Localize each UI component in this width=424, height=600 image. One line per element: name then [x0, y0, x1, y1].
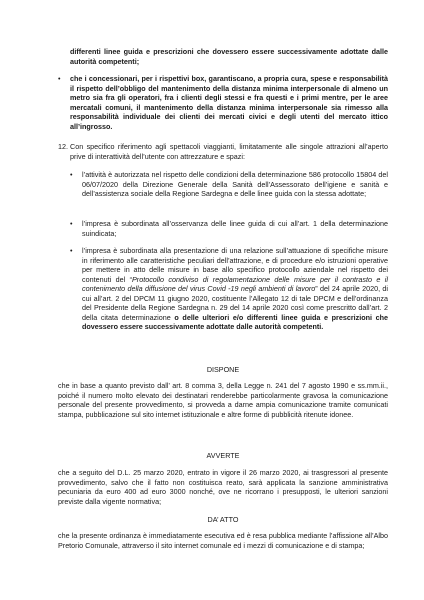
numbered-item-12: [58, 142, 388, 161]
bullet-marker: •: [70, 219, 73, 228]
bullet-text-content: l’impresa è subordinata all’osservanza delle linee guida di cui all’art. 1 della determinazione suindicata;: [82, 219, 388, 238]
dispone-text: che in base a quanto previsto dall’ art. 8 comma 3, della Legge n. 241 del 7 agosto 1990 e ss.mm.ii., poiché il numero molto elevato dei destinatari renderebbe particolarmente gravosa la comunicazione personale del presente provvedimento, si provveda a darne ampia comunicazione tramite comunicati stampa, pubblicazione sul sito internet istituzionale e altre forme di pubblicità ritenute idonee.: [58, 381, 388, 419]
heading-da-atto: DA’ ATTO: [207, 515, 239, 524]
bullet-text-content: l’attività è autorizzata nel rispetto delle condizioni della determinazione 586 protocollo 15804 del 06/07/2020 della Direzione Generale della Sanità dell’Assessorato dell’igiene e sanità e dell’assistenza sociale della Regione Sardegna e delle linee guida con la stessa adottate;: [82, 170, 388, 198]
bullet-item-autorizzata: [70, 170, 388, 199]
bullet-text-part-b: ” del 24 aprile 2020, di cui all’art. 2 del DPCM 11 giugno 2020, costituente l’Allegato 12 di tale DPCM e dell’ordinanza del Presidente della Regione Sardegna n. 29 del 14 aprile 2020 così come prescritto dall’art. 2 della citata determinazione: [82, 284, 388, 322]
continuation-paragraph: [70, 47, 388, 66]
continuation-text: differenti linee guida e prescrizioni che dovessero essere successivamente adottate dalle autorità competenti;: [70, 47, 388, 66]
bullet-marker: •: [70, 246, 73, 255]
bullet-text-bold: o delle ulteriori e/o differenti linee guida e prescrizioni che dovessero essere successivamente adottate dalle autorità competenti.: [82, 312, 389, 331]
bullet-text-content: che i concessionari, per i rispettivi box, garantiscano, a propria cura, spese e responsabilità il rispetto dell’obbligo del mantenimento della distanza minima interpersonale di almeno un metro sia fra gli operatori, fra i clienti degli stessi e fra questi e i primi mentre, per le aree mercatali comuni, il mantenimento della distanza minima interpersonale sia rimesso alla responsabilità individuale dei clienti dei mercati civici e degli utenti del mercato ittico all’ingrosso.: [70, 74, 388, 131]
bullet-text: [70, 74, 388, 131]
avverte-text: che a seguito del D.L. 25 marzo 2020, entrato in vigore il 26 marzo 2020, ai trasgressori al presente provvedimento, salvo che il fatto non costituisca reato, sarà applicata la sanzione amministrativa pecuniaria da euro 400 ad euro 3000 nonché, ove ne ricorrano i presupposti, le ulteriori sanzioni previste dalla vigente normativa;: [58, 468, 388, 506]
bullet-item-concessionari: [58, 74, 388, 131]
bullet-marker: •: [58, 74, 61, 83]
heading-avverte: AVVERTE: [206, 451, 240, 460]
item-12-text-content: Con specifico riferimento agli spettacoli viaggianti, limitatamente alle singole attrazioni all’aperto prive di interattività dell’utente con attrezzature e spazi:: [70, 142, 388, 161]
da-atto-text: che la presente ordinanza è immediatamente esecutiva ed è resa pubblica mediante l’affissione all’Albo Pretorio Comunale, attraverso il sito internet comunale ed i mezzi di comunicazione e di stampa;: [58, 531, 388, 550]
bullet-marker: •: [70, 170, 73, 179]
heading-dispone: DISPONE: [206, 365, 240, 374]
avverte-paragraph: [58, 468, 388, 506]
item-12-text: [70, 142, 388, 161]
bullet-text-italic: Protocollo condiviso di regolamentazione delle misure per il contrasto e il contenimento della diffusione del virus Covid -19 negli ambienti di lavoro: [82, 274, 389, 293]
bullet-item-relazione: [70, 246, 388, 332]
bullet-text: [82, 219, 388, 238]
bullet-text: [82, 170, 388, 199]
bullet-text: [82, 246, 388, 332]
dispone-paragraph: [58, 381, 388, 419]
bullet-item-osservanza: [70, 219, 388, 238]
item-number: 12.: [58, 142, 68, 151]
bullet-text-part-a: l’impresa è subordinata alla presentazione di una relazione sull’attuazione di specifiche misure in riferimento alle caratteristiche peculiari dell’attrazione, e di procedure e/o istruzioni operative per mettere in atto delle misure in base allo specifico protocollo aziendale nel rispetto dei contenuti del “: [82, 246, 388, 284]
da-atto-paragraph: [58, 531, 388, 550]
